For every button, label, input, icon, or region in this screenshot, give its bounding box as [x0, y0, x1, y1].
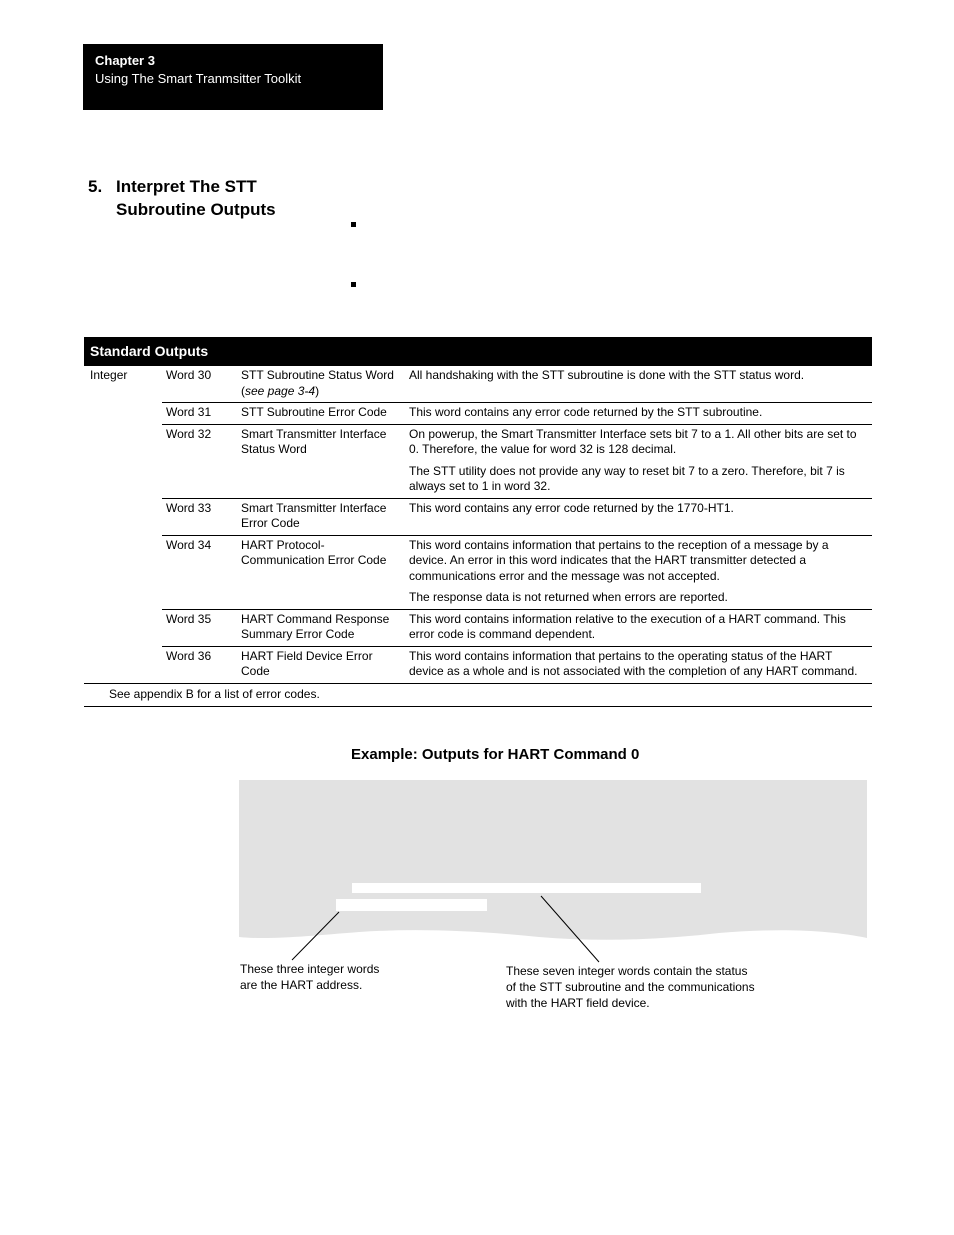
chapter-header [83, 44, 383, 110]
name-cell: Smart Transmitter Interface Error Code [237, 498, 405, 535]
name-text: STT Subroutine Status Word [241, 368, 394, 382]
table-row [84, 609, 872, 646]
name-cell: HART Protocol-Communication Error Code [237, 535, 405, 609]
section-number: 5. [88, 177, 103, 196]
table-row [84, 424, 872, 498]
description-text: All handshaking with the STT subroutine is done with the STT status word. [409, 368, 805, 382]
data-type-cell [84, 424, 162, 498]
description-text: This word contains information relative to the execution of a HART command. This error code is command dependent. [409, 611, 846, 641]
description-text: On powerup, the Smart Transmitter Interface sets bit 7 to a 1. All other bits are set to 0. Therefore, the value for word 32 is 128 decimal. [409, 426, 857, 456]
bullet-marker [351, 282, 356, 287]
description-cell [405, 498, 872, 535]
description-cell [405, 424, 872, 498]
data-type-cell [84, 646, 162, 683]
word-cell: Word 30 [162, 366, 237, 403]
example-title: Example: Outputs for HART Command 0 [351, 746, 640, 763]
table-row [84, 498, 872, 535]
description-cell [405, 609, 872, 646]
chapter-title: Using The Smart Tranmsitter Toolkit [95, 71, 302, 86]
data-type-cell [84, 535, 162, 609]
section-title: Interpret The STT Subroutine Outputs [116, 177, 276, 219]
table-footnote: See appendix B for a list of error codes. [84, 683, 872, 707]
name-cell: STT Subroutine Error Code [237, 403, 405, 425]
table-row [84, 366, 872, 403]
name-cell: Smart Transmitter Interface Status Word [237, 424, 405, 498]
description-cell [405, 366, 872, 403]
word-cell: Word 34 [162, 535, 237, 609]
description-cell [405, 646, 872, 683]
highlight-bar-hart-address [336, 899, 487, 911]
table-row [84, 646, 872, 683]
page-reference: see page 3-4 [245, 383, 316, 398]
description-text: The response data is not returned when errors are reported. [409, 590, 728, 604]
description-text: This word contains any error code returned by the STT subroutine. [409, 405, 763, 419]
description-text: This word contains information that pertains to the reception of a message by a device. An error in this word indicates that the HART transmitter detected a communications error and the message was not accepted. [409, 537, 829, 583]
data-type-cell [84, 403, 162, 425]
table-row [84, 403, 872, 425]
chapter-number: Chapter 3 [95, 53, 155, 68]
description-cell [405, 535, 872, 609]
highlight-bar-status-words [352, 883, 701, 893]
example-screen-figure [239, 780, 867, 945]
description-text: The STT utility does not provide any way to reset bit 7 to a zero. Therefore, bit 7 is always set to 1 in word 32. [409, 463, 845, 493]
description-text: This word contains information that pertains to the operating status of the HART device as a whole and is not associated with the completion of any HART command. [409, 648, 858, 678]
description-cell [405, 403, 872, 425]
callout-hart-address: These three integer words are the HART address. [240, 962, 380, 992]
table-title: Standard Outputs [84, 337, 872, 366]
word-cell: Word 35 [162, 609, 237, 646]
data-type-cell: Integer [90, 368, 128, 382]
name-cell [237, 366, 405, 403]
description-text: This word contains any error code returned by the 1770-HT1. [409, 500, 734, 515]
ref-close: ) [315, 383, 320, 398]
callout-status-words: These seven integer words contain the status of the STT subroutine and the communications with the HART field device. [506, 964, 755, 1010]
table-footnote-row [84, 683, 872, 707]
word-cell: Word 32 [162, 424, 237, 498]
name-cell: HART Command Response Summary Error Code [237, 609, 405, 646]
data-type-cell [84, 498, 162, 535]
word-cell: Word 33 [162, 498, 237, 535]
ref-open: ( [241, 383, 245, 398]
section-heading [88, 175, 328, 221]
word-cell: Word 36 [166, 648, 212, 663]
bullet-marker [351, 222, 356, 227]
name-cell: HART Field Device Error Code [241, 648, 373, 678]
outputs-grid [84, 366, 872, 707]
table-row [84, 535, 872, 609]
standard-outputs-table [84, 337, 872, 707]
word-cell: Word 31 [162, 403, 237, 425]
data-type-cell [84, 609, 162, 646]
